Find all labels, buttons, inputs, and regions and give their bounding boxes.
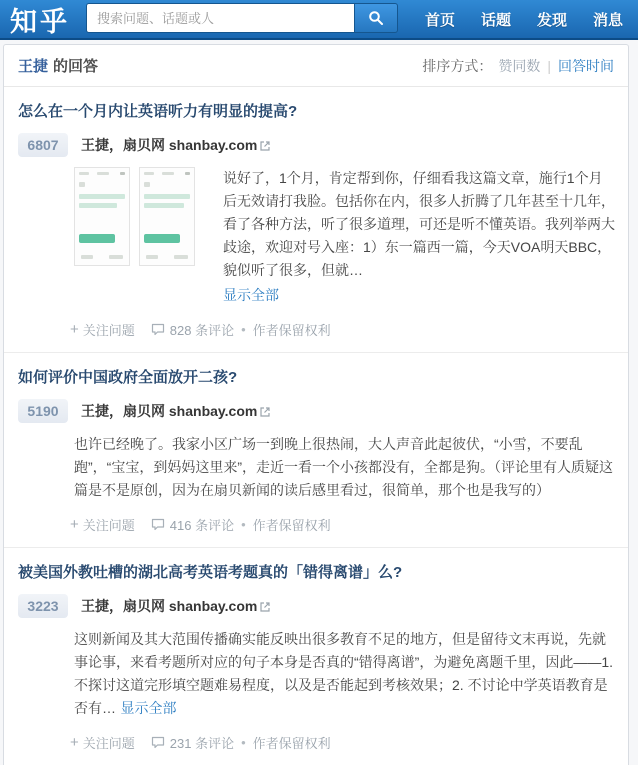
author-text: 王捷，扇贝网 shanbay.com [81, 137, 258, 153]
answer-summary: 也许已经晚了。我家小区广场一到晚上很热闹，大人声音此起彼伏，“小雪，不要乱跑”，“宝宝，到妈妈这里来”，走近一看一个小孩都没有，全都是狗。（评论里有人质疑这篇是不是原创，因为在扇贝新闻的读后感里看过，很简单，那个也是我写的） [74, 436, 613, 498]
question-title[interactable]: 如何评价中国政府全面放开二孩? [18, 369, 238, 386]
answer-body [74, 433, 616, 502]
thumb-placeholder-bar [146, 255, 158, 259]
dot-separator: • [241, 735, 246, 750]
follow-question-link[interactable]: 关注问题 [82, 736, 135, 751]
answer-body [74, 628, 616, 720]
answer-actions [70, 515, 616, 547]
dot-separator: • [241, 517, 246, 532]
vote-count-badge[interactable]: 5190 [18, 399, 68, 423]
answers-panel [3, 44, 629, 765]
answer-thumbnails [74, 167, 204, 307]
zhihu-logo[interactable]: 知乎 [10, 6, 70, 37]
search-bar [86, 3, 398, 35]
thumb-placeholder-bar [79, 194, 125, 199]
thumb-placeholder-bar [79, 203, 117, 208]
thumb-placeholder-bar [162, 172, 174, 175]
thumb-placeholder-bar [97, 172, 109, 175]
sort-label: 排序方式： [422, 57, 493, 74]
nav-item-messages[interactable]: 消息 [593, 11, 624, 29]
top-navbar [0, 0, 638, 40]
comment-bubble-icon [151, 518, 165, 531]
thumb-green-button [79, 234, 115, 243]
answer-text-column [223, 167, 616, 307]
main-nav [425, 9, 623, 30]
comments-link[interactable]: 416 条评论 [169, 518, 235, 533]
external-link-icon [260, 141, 270, 151]
comment-bubble-icon [151, 323, 165, 336]
vote-count-badge[interactable]: 6807 [18, 133, 68, 157]
sort-option-time[interactable]: 回答时间 [558, 57, 614, 74]
answer-summary: 说好了，1个月，肯定帮到你，仔细看我这篇文章，施行1个月后无效请打我脸。包括你在内，很多人折腾了几年甚至十几年，看了各种方法，听了很多道理，可还是听不懂英语。我列举两大歧途，欢迎对号入座：1）东一篇西一篇，今天VOA明天BBC，貌似听了很多，但就… [223, 170, 615, 278]
search-icon [368, 10, 384, 26]
answer-meta [18, 133, 616, 157]
thumb-placeholder-bar [144, 182, 150, 187]
sort-separator: | [547, 57, 551, 74]
search-button[interactable] [354, 3, 398, 33]
answer-actions [70, 733, 616, 765]
page-title [18, 55, 98, 76]
thumb-placeholder-bar [79, 172, 89, 175]
answer-item [4, 548, 628, 765]
page-title-suffix: 的回答 [53, 58, 99, 75]
rights-label: 作者保留权利 [252, 323, 331, 338]
plus-icon: + [70, 516, 79, 533]
thumb-placeholder-bar [174, 255, 188, 259]
follow-question-link[interactable]: 关注问题 [82, 518, 135, 533]
comments-link[interactable]: 828 条评论 [169, 323, 235, 338]
author-text: 王捷，扇贝网 shanbay.com [81, 598, 258, 614]
answer-summary: 这则新闻及其大范围传播确实能反映出很多教育不足的地方，但是留待文末再说，先就事论事，来看考题所对应的句子本身是否真的“错得离谱”，为避免离题千里，因此——1. 不探讨这道完形填空题难易程度，以及是否能起到考核效果；2. 不讨论中学英语教育是否有… [74, 631, 613, 716]
thumb-placeholder-bar [144, 203, 184, 208]
author-text: 王捷，扇贝网 shanbay.com [81, 403, 258, 419]
follow-question-link[interactable]: 关注问题 [82, 323, 135, 338]
answer-thumbnail-image[interactable] [74, 167, 130, 266]
author-profile-link[interactable]: 王捷 [18, 58, 49, 75]
nav-item-home[interactable]: 首页 [425, 11, 456, 29]
comment-bubble-icon [151, 736, 165, 749]
plus-icon: + [70, 734, 79, 751]
question-title[interactable]: 怎么在一个月内让英语听力有明显的提高? [18, 103, 298, 120]
answer-item [4, 353, 628, 548]
external-link-icon [260, 602, 270, 612]
thumb-placeholder-bar [120, 172, 125, 175]
show-all-link[interactable]: 显示全部 [120, 700, 177, 716]
question-title[interactable]: 被美国外教吐槽的湖北高考英语考题真的「错得离谱」么? [18, 564, 403, 581]
author-line[interactable] [81, 596, 270, 616]
thumb-placeholder-bar [79, 182, 85, 187]
comments-link[interactable]: 231 条评论 [169, 736, 235, 751]
author-line[interactable] [81, 135, 270, 155]
thumb-placeholder-bar [144, 172, 154, 175]
sort-option-votes[interactable]: 赞同数 [498, 57, 541, 74]
rights-label: 作者保留权利 [252, 518, 331, 533]
thumb-placeholder-bar [144, 194, 190, 199]
external-link-icon [260, 407, 270, 417]
show-all-link[interactable]: 显示全部 [223, 287, 279, 303]
sort-control [422, 56, 614, 76]
nav-item-discover[interactable]: 发现 [537, 11, 568, 29]
thumb-placeholder-bar [109, 255, 123, 259]
answer-meta [18, 594, 616, 618]
plus-icon: + [70, 321, 79, 338]
vote-count-badge[interactable]: 3223 [18, 594, 68, 618]
answers-toolbar [4, 45, 628, 87]
search-input[interactable] [86, 3, 354, 33]
answer-actions [70, 320, 616, 352]
answer-body [74, 167, 616, 307]
answer-meta [18, 399, 616, 423]
dot-separator: • [241, 322, 246, 337]
rights-label: 作者保留权利 [252, 736, 331, 751]
thumb-placeholder-bar [185, 172, 190, 175]
thumb-green-button [144, 234, 180, 243]
author-line[interactable] [81, 401, 270, 421]
answer-item [4, 87, 628, 353]
thumb-placeholder-bar [81, 255, 93, 259]
nav-item-topics[interactable]: 话题 [481, 11, 512, 29]
answer-thumbnail-image[interactable] [139, 167, 195, 266]
